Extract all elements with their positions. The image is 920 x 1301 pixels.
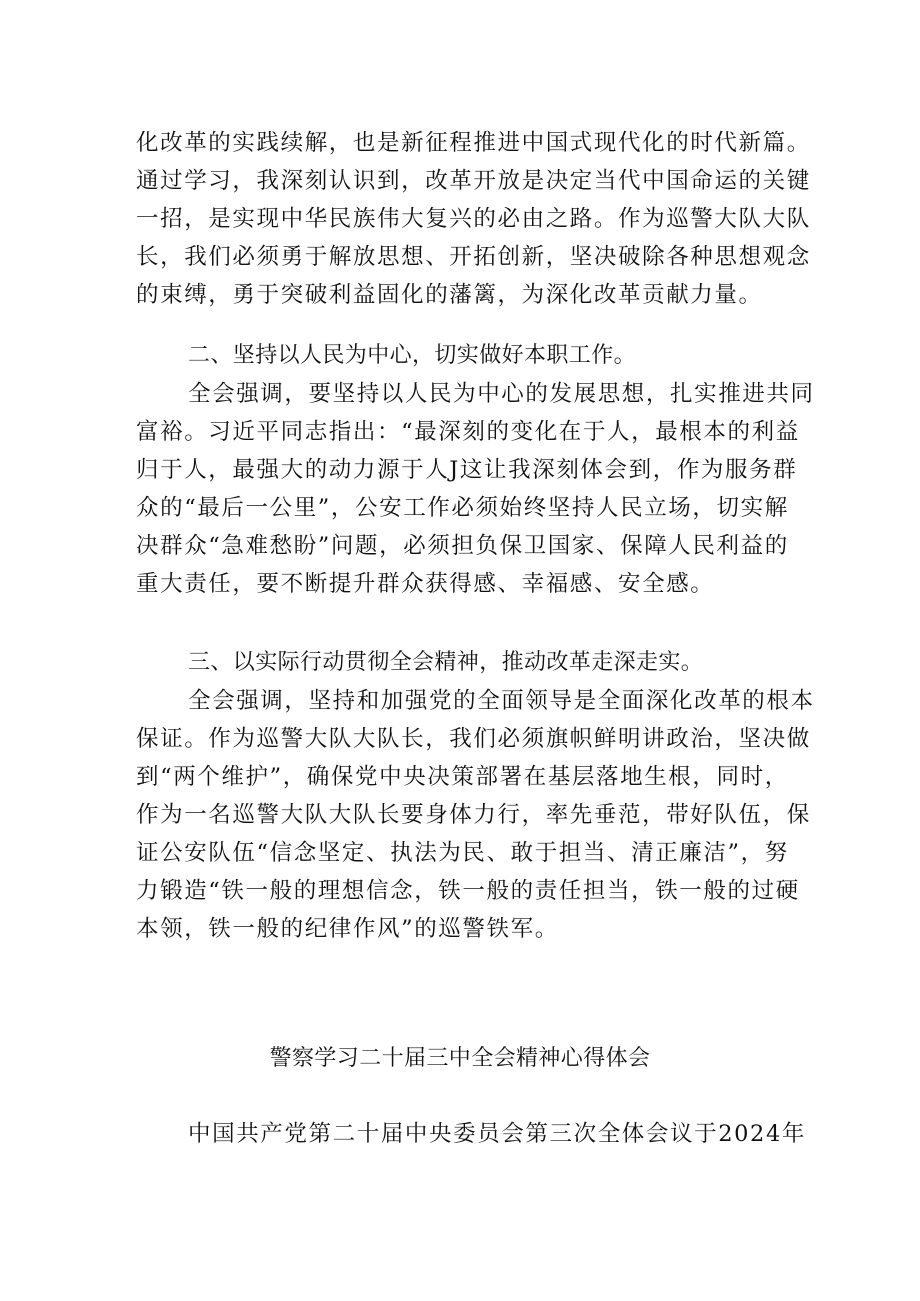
paragraph-line: 化改革的实践续解，也是新征程推进中国式现代化的时代新篇。	[136, 130, 811, 156]
article-intro-line: 中国共产党第二十届中央委员会第三次全体会议于2024年	[188, 1121, 806, 1147]
section-one-continuation	[136, 124, 811, 314]
paragraph-line: 本领，铁一般的纪律作风”的巡警铁军。	[136, 916, 559, 942]
paragraph-line: 一招，是实现中华民族伟大复兴的必由之路。作为巡警大队大队	[136, 206, 811, 232]
paragraph-line: 全会强调，坚持和加强党的全面领导是全面深化改革的根本	[188, 688, 815, 714]
paragraph-line: 富裕。习近平同志指出：“最深刻的变化在于人，最根本的利益	[136, 419, 800, 445]
paragraph-line: 通过学习，我深刻认识到，改革开放是决定当代中国命运的关键	[136, 168, 811, 194]
paragraph-line: 的束缚，勇于突破利益固化的藩篱，为深化改革贡献力量。	[136, 282, 763, 308]
article-title: 警察学习二十届三中全会精神心得体会	[269, 1046, 651, 1071]
section-two	[136, 337, 815, 603]
paragraph-line: 众的“最后一公里”，公安工作必须始终坚持人民立场，切实解	[136, 495, 789, 521]
paragraph-line: 重大责任，要不断提升群众获得感、幸福感、安全感。	[136, 571, 715, 597]
paragraph-line: 力锻造“铁一般的理想信念，铁一般的责任担当，铁一般的过硬	[136, 878, 800, 904]
paragraph-line: 长，我们必须勇于解放思想、开拓创新，坚决破除各种思想观念	[136, 244, 811, 270]
paragraph-line: 作为一名巡警大队大队长要身体力行，率先垂范，带好队伍，保	[136, 802, 811, 828]
paragraph-line: 证公安队伍“信念坚定、执法为民、敢于担当、清正廉洁”，努	[136, 840, 789, 866]
paragraph-line: 归于人，最强大的动力源于人J这让我深刻体会到，作为服务群	[136, 457, 798, 483]
section-heading: 二、坚持以人民为中心，切实做好本职工作。	[188, 343, 637, 368]
paragraph-line: 决群众“急难愁盼”问题，必须担负保卫国家、保障人民利益的	[136, 533, 789, 559]
paragraph-line: 保证。作为巡警大队大队长，我们必须旗帜鲜明讲政治，坚决做	[136, 726, 811, 752]
section-three	[136, 644, 815, 948]
paragraph-line: 到“两个维护”，确保党中央决策部署在基层落地生根，同时，	[136, 764, 789, 790]
paragraph-line: 全会强调，要坚持以人民为中心的发展思想，扎实推进共同	[188, 381, 815, 407]
section-heading: 三、以实际行动贯彻全会精神，推动改革走深走实。	[188, 650, 704, 675]
